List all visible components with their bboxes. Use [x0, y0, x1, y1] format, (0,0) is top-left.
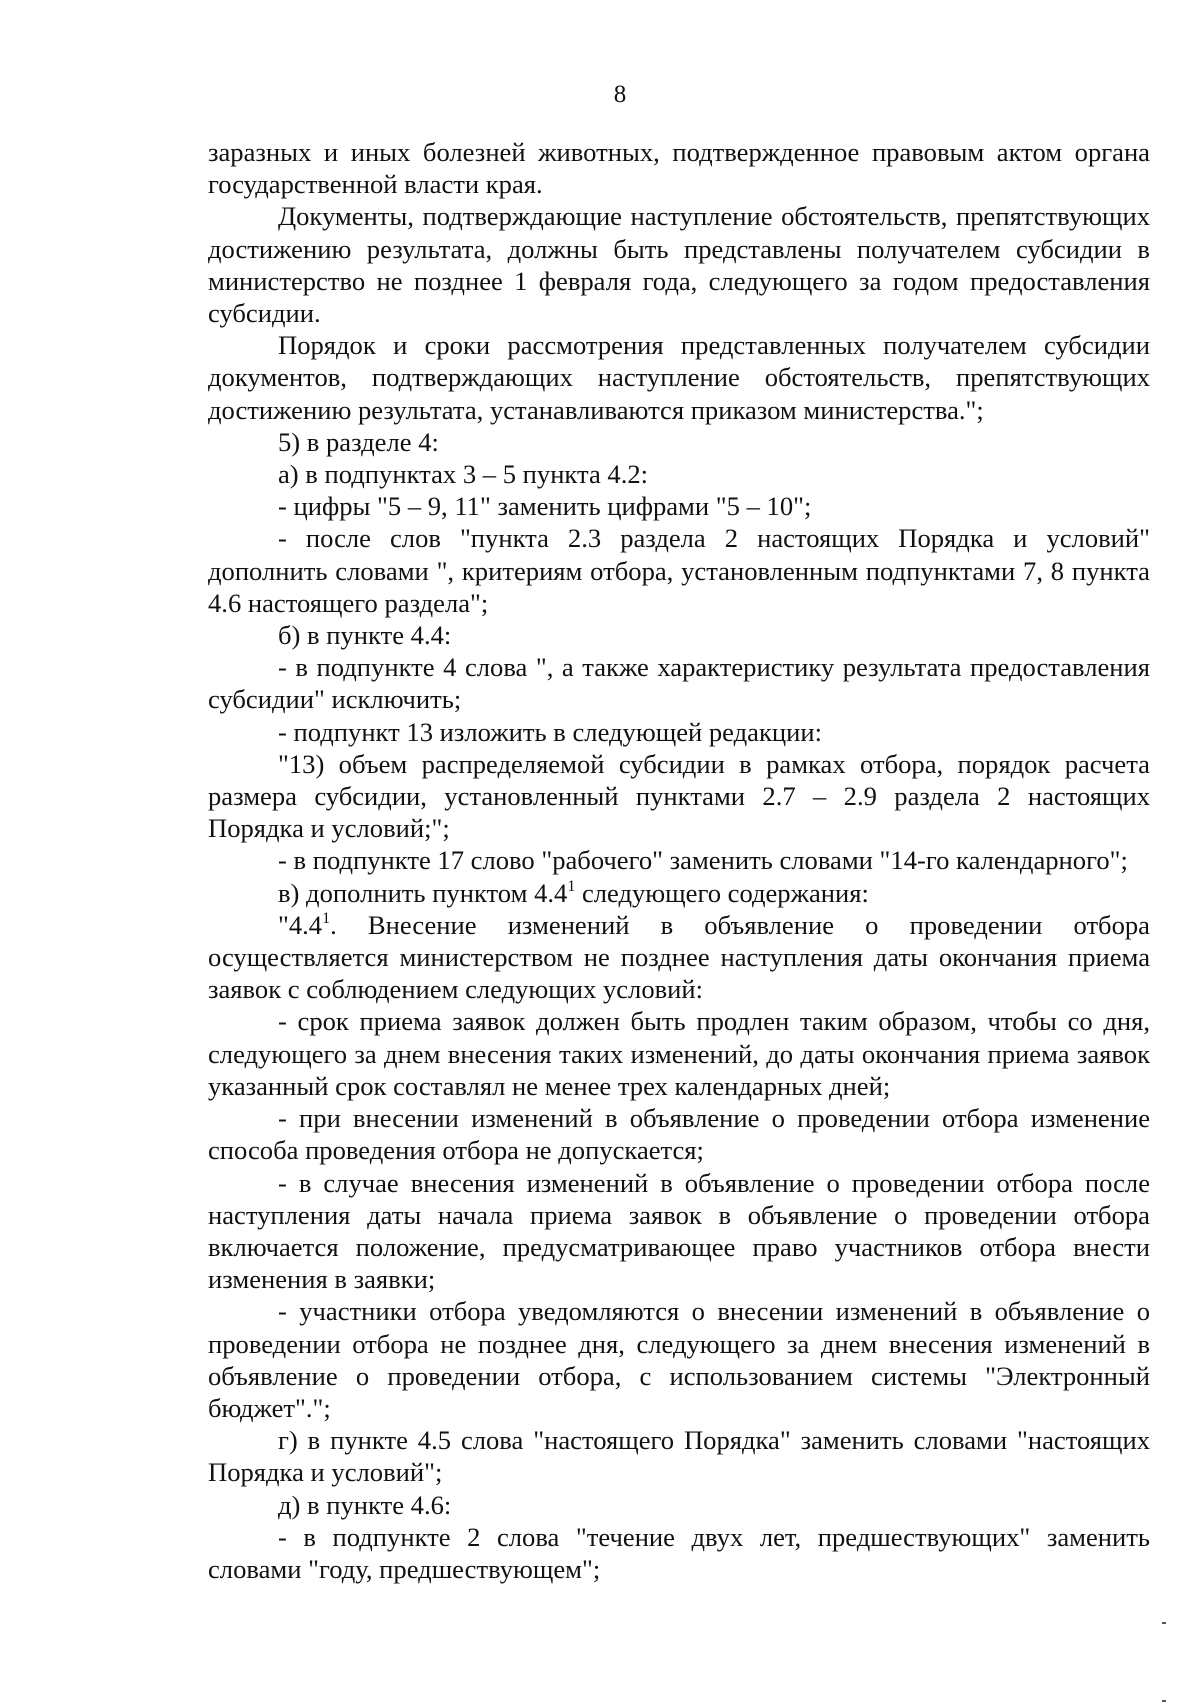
paragraph-1: заразных и иных болезней животных, подтвержденное правовым актом органа государственной власти края.: [208, 137, 1150, 200]
document-body: [208, 136, 1150, 1585]
paragraph-21: - в подпункте 2 слова "течение двух лет, предшествующих" заменить словами "году, предшествующем";: [208, 1521, 1150, 1584]
paragraph-17: - в случае внесения изменений в объявление о проведении отбора после наступления даты начала приема заявок в объявление о проведении отбора включается положение, предусматривающее право участников отбора внести изменения в заявки;: [208, 1167, 1150, 1295]
paragraph-13: [208, 877, 1150, 909]
paragraph-15: - срок приема заявок должен быть продлен таким образом, чтобы со дня, следующего за днем внесения таких изменений, до даты окончания приема заявок указанный срок составлял не менее трех календарных дней;: [208, 1006, 1150, 1101]
paragraph-9: - в подпункте 4 слова ", а также характеристику результата предоставления субсидии" исключить;: [208, 652, 1150, 715]
paragraph-3: Порядок и сроки рассмотрения представленных получателем субсидии документов, подтверждающих наступление обстоятельств, препятствующих достижению результата, устанавливаются приказом министерства.";: [208, 330, 1150, 425]
paragraph-4: 5) в разделе 4:: [278, 426, 439, 457]
scan-edge-mark: [1162, 1700, 1166, 1702]
paragraph-14: [208, 909, 1150, 1006]
superscript-1: 1: [567, 877, 576, 895]
paragraph-8: б) в пункте 4.4:: [278, 620, 452, 651]
paragraph-7: - после слов "пункта 2.3 раздела 2 настоящих Порядка и условий" дополнить словами ", критериям отбора, установленным подпунктами 7, 8 пункта 4.6 настоящего раздела";: [208, 523, 1150, 618]
paragraph-14-text-before: "4.4: [278, 909, 323, 940]
scan-edge-mark: [1162, 1622, 1166, 1624]
paragraph-11: "13) объем распределяемой субсидии в рамках отбора, порядок расчета размера субсидии, установленный пунктами 2.7 – 2.9 раздела 2 настоящих Порядка и условий;";: [208, 748, 1150, 844]
paragraph-6: - цифры "5 – 9, 11" заменить цифрами "5 – 10";: [278, 491, 812, 522]
page-number: 8: [613, 81, 627, 108]
paragraph-2: Документы, подтверждающие наступление обстоятельств, препятствующих достижению результата, должны быть представлены получателем субсидии в министерство не позднее 1 февраля года, следующего за годом предоставления субсидии.: [208, 201, 1150, 329]
paragraph-5: а) в подпунктах 3 – 5 пункта 4.2:: [278, 459, 649, 490]
paragraph-12: - в подпункте 17 слово "рабочего" заменить словами "14-го календарного";: [278, 845, 1128, 876]
paragraph-10: - подпункт 13 изложить в следующей редакции:: [278, 716, 822, 747]
paragraph-18: - участники отбора уведомляются о внесении изменений в объявление о проведении отбора не позднее дня, следующего за днем внесения изменений в объявление о проведении отбора, с использованием системы "Электронный бюджет".";: [208, 1296, 1150, 1423]
paragraph-14-text-after: . Внесение изменений в объявление о проведении отбора осуществляется министерством не позднее наступления даты окончания приема заявок с соблюдением следующих условий:: [208, 909, 1150, 1005]
superscript-2: 1: [322, 909, 331, 927]
paragraph-19: г) в пункте 4.5 слова "настоящего Порядка" заменить словами "настоящих Порядка и условий";: [208, 1425, 1150, 1488]
paragraph-13-text-before: в) дополнить пунктом 4.4: [278, 877, 568, 908]
paragraph-13-text-after: следующего содержания:: [575, 877, 869, 908]
paragraph-16: - при внесении изменений в объявление о проведении отбора изменение способа проведения отбора не допускается;: [208, 1103, 1150, 1166]
paragraph-20: д) в пункте 4.6:: [278, 1489, 452, 1520]
